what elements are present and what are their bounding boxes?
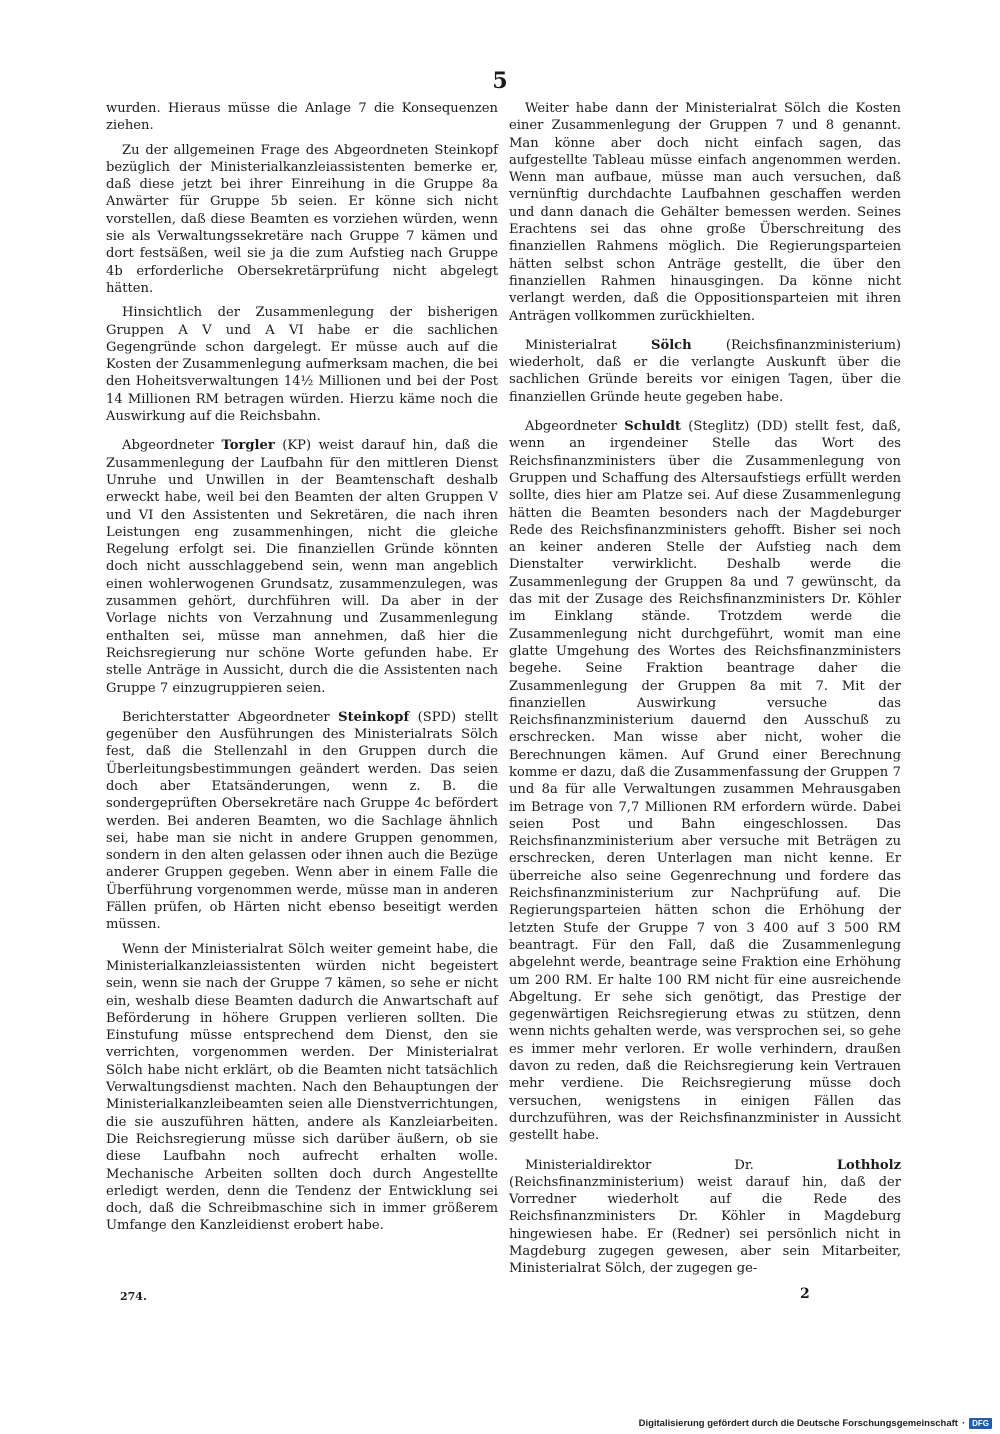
speaker-name: Steinkopf: [338, 709, 410, 725]
speaker-text: (SPD) stellt gegenüber den Ausführungen des Ministerialrats Sölch fest, daß die Stellenzahl in den Gruppen durch die Überleitungsbestimmungen geändert werden. Das seien doch aber Etatsänderungen, wenn z. B. die sondergeprüften Obersekretäre nach Gruppe 4c befördert werden. Bei anderen Beamten, wo die Sachlage ähnlich sei, habe man sie nicht in andere Gruppen genommen, sondern in den alten gelassen oder ihnen auch die Bezüge anderer Gruppen gegeben. Wenn aber in einem Falle die Überführung vorgenommen werde, müsse man in anderen Fällen prüfen, ob Härten nicht ebenso beseitigt werden müssen.: [106, 709, 498, 933]
speaker-intro: Abgeordneter: [525, 419, 625, 435]
paragraph: Zu der allgemeinen Frage des Abgeordneten Steinkopf bezüglich der Ministerialkanzleiassistenten bemerke er, daß diese jetzt bei ihrer Einreihung in die Gruppe 8a Anwärter für Gruppe 5b seien. Er könne sich nicht vorstellen, daß diese Beamten es vorziehen würden, wenn sie als Verwaltungssekretäre nach Gruppe 7 kämen und dort festsäßen, weil sie ja die zum Aufstieg nach Gruppe 4b erforderliche Obersekretärprüfung nicht abgelegt hätten.: [106, 142, 498, 296]
speaker-name: Torgler: [221, 438, 275, 454]
speaker-paragraph: [509, 1157, 901, 1278]
paragraph: wurden. Hieraus müsse die Anlage 7 die Konsequenzen ziehen.: [106, 101, 498, 134]
speaker-intro: Ministerialrat: [525, 337, 651, 353]
footer-signature-number: 2: [800, 1286, 810, 1302]
speaker-intro: Berichterstatter Abgeordneter: [122, 709, 339, 725]
speaker-name: Sölch: [651, 337, 692, 353]
right-column: [509, 100, 901, 1285]
speaker-paragraph: [106, 709, 498, 934]
dfg-notice-text: Digitalisierung gefördert durch die Deutsche Forschungsgemeinschaft: [638, 1418, 958, 1429]
speaker-text: (Steglitz) (DD) stellt fest, daß, wenn an irgendeiner Stelle das Wort des Reichsfinanzministers über die Zusammenlegung von Gruppen und Schaffung des Altersaufstiegs erfüllt werden sollte, dies hier am Platze sei. Auf diese Zusammenlegung hätten die Beamten besonders nach der Magdeburger Rede des Reichsfinanzministers gehofft. Bisher sei noch an keiner anderen Stelle der Aufstieg nach dem Dienstalter verwirklicht. Deshalb werde die Zusammenlegung der Gruppen 8a und 7 gewünscht, da das mit der Zusage des Reichsfinanzministers Dr. Köhler im Einklang stände. Trotzdem werde die Zusammenlegung nicht durchgeführt, womit man eine glatte Umgehung des Wortes des Reichsfinanzministers begehe. Seine Fraktion beantrage daher die Zusammenlegung der Gruppen 8a mit 7. Mit der finanziellen Auswirkung versuche das Reichsfinanzministerium dauernd den Ausschuß zu erschrecken. Man wisse aber nicht, woher die Berechnungen kämen. Auf Grund einer Berechnung komme er dazu, daß die Zusammenfassung der Gruppen 7 und 8a für alle Verwaltungen zusammen Mehrausgaben im Betrage von 7,7 Millionen RM erfordern würde. Dabei seien Post und Bahn eingeschlossen. Das Reichsfinanzministerium aber versuche mit Beträgen zu erschrecken, deren Unterlagen man nicht kenne. Er überreiche also seine Gegenrechnung und fordere das Reichsfinanzministerium zur Nachprüfung auf. Die Regierungsparteien hätten schon die Erhöhung der letzten Stufe der Gruppe 7 von 3 400 auf 3 500 RM beantragt. Für den Fall, daß die Zusammenlegung abgelehnt werde, beantrage seine Fraktion eine Erhöhung um 200 RM. Er halte 100 RM nicht für eine ausreichende Abgeltung. Er sehe sich genötigt, das Prestige der gegenwärtigen Reichsregierung etwas zu stützen, denn wenn nichts gehalten werde, was versprochen sei, so gehe es immer mehr verloren. Er wolle verhindern, draußen davon zu reden, daß die Reichsregierung kein Vertrauen mehr verdiene. Die Reichsregierung müsse doch versuchen, wenigstens in einigen Fällen das durchzuführen, was der Reichsfinanzminister in Aussicht gestellt habe.: [509, 419, 902, 1144]
paragraph: Wenn der Ministerialrat Sölch weiter gemeint habe, die Ministerialkanzleiassistenten würden nicht begeistert sein, wenn sie nach der Gruppe 7 kämen, so sehe er nicht ein, weshalb diese Beamten dadurch die Anwartschaft auf Beförderung in höhere Gruppen verlieren sollten. Die Einstufung müsse entsprechend dem Dienst, den sie verrichten, vorgenommen werden. Der Ministerialrat Sölch habe nicht erklärt, ob die Beamten nicht tatsächlich Verwaltungsdienst machten. Nach den Behauptungen der Ministerialkanzleibeamten seien alle Dienstverrichtungen, die sie auszuführen hätten, andere als Kanzleiarbeiten. Die Reichsregierung müsse sich darüber äußern, ob sie diese Laufbahn noch aufrecht erhalten wolle. Mechanische Arbeiten sollten doch durch Angestellte erledigt werden, denn die Tendenz der Entwicklung sei doch, daß die Schreibmaschine sich in immer größerem Umfange den Kanzleidienst erobert habe.: [106, 941, 498, 1234]
speaker-text: (Reichsfinanzministerium) weist darauf hin, daß der Vorredner wiederholt auf die Rede des Reichsfinanzministers Dr. Köhler in Magdeburg hingewiesen habe. Er (Redner) sei persönlich nicht in Magdeburg zugegen gewesen, aber sein Mitarbeiter, Ministerialrat Sölch, der zugegen ge-: [509, 1174, 901, 1277]
speaker-paragraph: [106, 437, 498, 696]
speaker-intro: Ministerialdirektor Dr.: [525, 1157, 837, 1173]
footer-sheet-number: 274.: [120, 1290, 147, 1303]
speaker-paragraph: [509, 418, 901, 1144]
speaker-text: (Reichsfinanzministerium) wiederholt, daß er die verlangte Auskunft über die sachlichen Gründe bereits vor einigen Tagen, über die finanziellen Gründe heute gegeben habe.: [509, 337, 901, 405]
page-number: 5: [492, 68, 508, 94]
speaker-name: Schuldt: [624, 419, 681, 435]
left-column: [106, 100, 498, 1242]
speaker-text: (KP) weist darauf hin, daß die Zusammenlegung der Laufbahn für den mittleren Dienst Unruhe und Unwillen in der Beamtenschaft deshalb erweckt habe, weil bei den Beamten der alten Gruppen V und VI den Assistenten und Sekretären, die nach ihren Leistungen eng zusammenhingen, nicht die gleiche Regelung erfolgt sei. Die finanziellen Gründe könnten doch nicht ausschlaggebend sein, wenn man angeblich einen wohlerwogenen Grundsatz, zusammenzulegen, was zusammen gehört, durchführen will. Da aber in der Vorlage nichts von Verzahnung und Zusammenlegung enthalten sei, müsse man annehmen, daß hier die Reichsregierung nur schöne Worte gefunden habe. Er stelle Anträge in Aussicht, durch die die Assistenten nach Gruppe 7 einzugruppieren seien.: [106, 438, 498, 696]
speaker-paragraph: [509, 337, 901, 406]
speaker-intro: Abgeordneter: [122, 438, 222, 454]
speaker-name: Lothholz: [836, 1157, 901, 1173]
paragraph: Hinsichtlich der Zusammenlegung der bisherigen Gruppen A V und A VI habe er die sachlichen Gegengründe schon dargelegt. Er müsse auch auf die Kosten der Zusammenlegung aufmerksam machen, die bei den Hoheitsverwaltungen 14½ Millionen und bei der Post 14 Millionen RM betragen würden. Hierzu käme noch die Auswirkung auf die Reichsbahn.: [106, 305, 498, 425]
dfg-funding-notice: Digitalisierung gefördert durch die Deutsche Forschungsgemeinschaft · DFG: [639, 1418, 992, 1429]
paragraph: Weiter habe dann der Ministerialrat Sölch die Kosten einer Zusammenlegung der Gruppen 7 und 8 genannt. Man könne aber doch nicht einfach sagen, das aufgestellte Tableau müsse einfach angenommen werden. Wenn man aufbaue, müsse man auch versuchen, daß vernünftig durchdachte Laufbahnen geschaffen werden und dann danach die Gehälter bemessen werden. Seines Erachtens sei das ohne große Überschreitung des finanziellen Rahmens möglich. Die Regierungsparteien hätten selbst schon Anträge gestellt, die über den finanziellen Rahmen hinausgingen. Da könne nicht verlangt werden, daß die Oppositionsparteien mit ihren Anträgen vollkommen zurückhielten.: [509, 101, 901, 324]
dfg-logo[interactable]: DFG: [969, 1418, 992, 1429]
